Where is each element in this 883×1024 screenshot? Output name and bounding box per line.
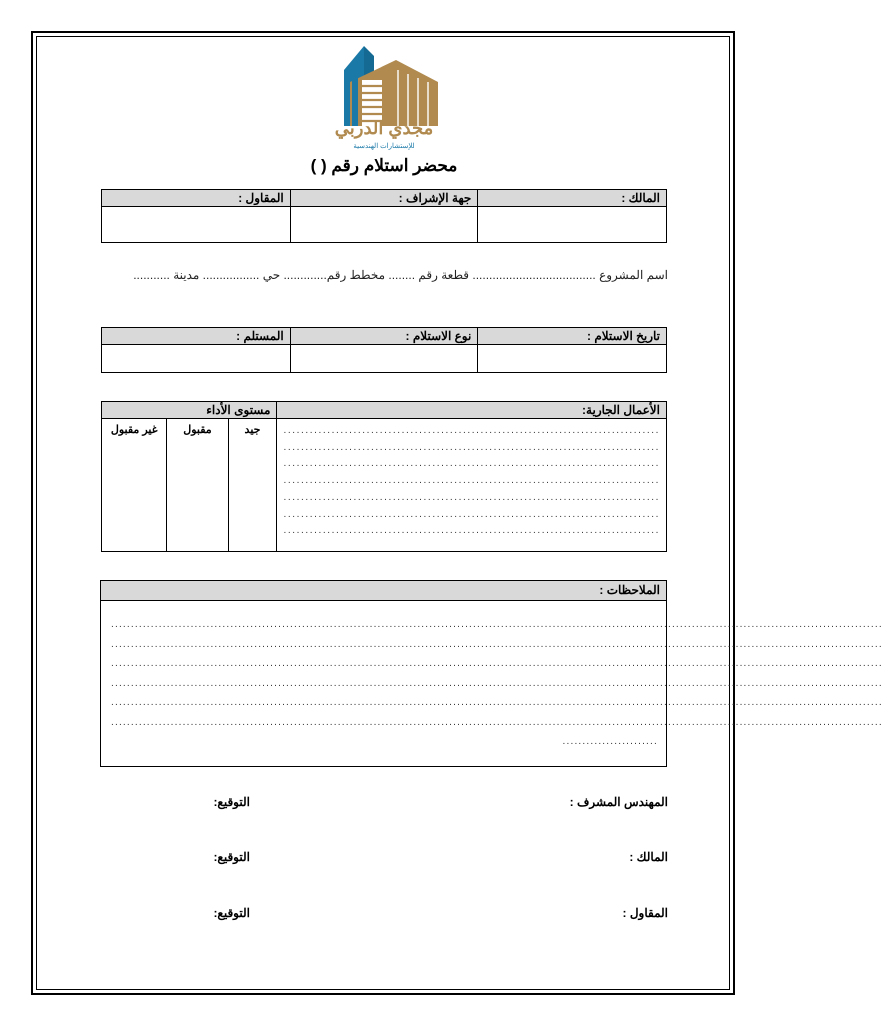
project-info-line[interactable]: اسم المشروع ..................................... قطعة رقم ........ مخطط رقم............. حي ................. مدينة ...........	[133, 268, 668, 282]
receipt-date-field[interactable]	[478, 345, 667, 373]
dotted-line: ......................................................................................	[283, 525, 660, 537]
logo-name: مجدي الدربي	[334, 118, 434, 138]
page-title: محضر استلام رقم ( )	[310, 156, 458, 175]
dotted-line: ......................................................................................	[283, 441, 660, 453]
receipt-type-label: نوع الاستلام :	[290, 328, 478, 345]
owner-field[interactable]	[478, 207, 667, 243]
notes-box	[100, 580, 883, 767]
level-good[interactable]: جيد	[228, 419, 277, 552]
notes-line: ..................................................................................................................................................................................................	[111, 638, 883, 650]
dotted-line: ......................................................................................	[283, 458, 660, 470]
owner-signature-role: المالك :	[629, 850, 668, 864]
contractor-label: المقاول :	[102, 190, 291, 207]
parties-table	[101, 189, 667, 243]
contractor-field[interactable]	[102, 207, 291, 243]
works-table	[101, 401, 667, 552]
receiver-field[interactable]	[102, 345, 291, 373]
performance-label: مستوى الأداء	[102, 402, 277, 419]
contractor-signature-role: المقاول :	[622, 906, 668, 920]
owner-label: المالك :	[478, 190, 667, 207]
dotted-line: ......................................................................................	[283, 475, 660, 487]
notes-line: ..................................................................................................................................................................................................	[111, 697, 883, 708]
dotted-line: ......................................................................................	[283, 508, 660, 520]
dotted-line: ......................................................................................	[283, 425, 660, 436]
level-acceptable[interactable]: مقبول	[167, 419, 228, 552]
current-works-field[interactable]	[277, 419, 667, 552]
notes-line: ........................	[562, 736, 658, 747]
signature-label[interactable]: التوقيع:	[213, 795, 250, 809]
receipt-type-field[interactable]	[290, 345, 478, 373]
signature-label[interactable]: التوقيع:	[213, 850, 250, 864]
receipt-date-label: تاريخ الاستلام :	[478, 328, 667, 345]
supervisor-label: جهة الإشراف :	[290, 190, 478, 207]
receipt-table	[101, 327, 667, 373]
notes-label: الملاحظات :	[101, 581, 666, 601]
dotted-line: ......................................................................................	[283, 491, 660, 503]
notes-field[interactable]	[111, 615, 883, 752]
notes-line: ..................................................................................................................................................................................................	[111, 658, 883, 669]
receiver-label: المستلم :	[102, 328, 291, 345]
notes-line: ..................................................................................................................................................................................................	[111, 677, 883, 689]
level-unacceptable[interactable]: غير مقبول	[102, 419, 167, 552]
supervisor-field[interactable]	[290, 207, 478, 243]
supervising-engineer-label: المهندس المشرف :	[569, 795, 668, 809]
signature-label[interactable]: التوقيع:	[213, 906, 250, 920]
logo-tagline: للإستشارات الهندسية	[353, 143, 415, 150]
current-works-label: الأعمال الجارية:	[277, 402, 667, 419]
notes-line: ..................................................................................................................................................................................................	[111, 716, 883, 728]
notes-line: ..................................................................................................................................................................................................	[111, 619, 883, 630]
company-logo	[328, 42, 440, 156]
